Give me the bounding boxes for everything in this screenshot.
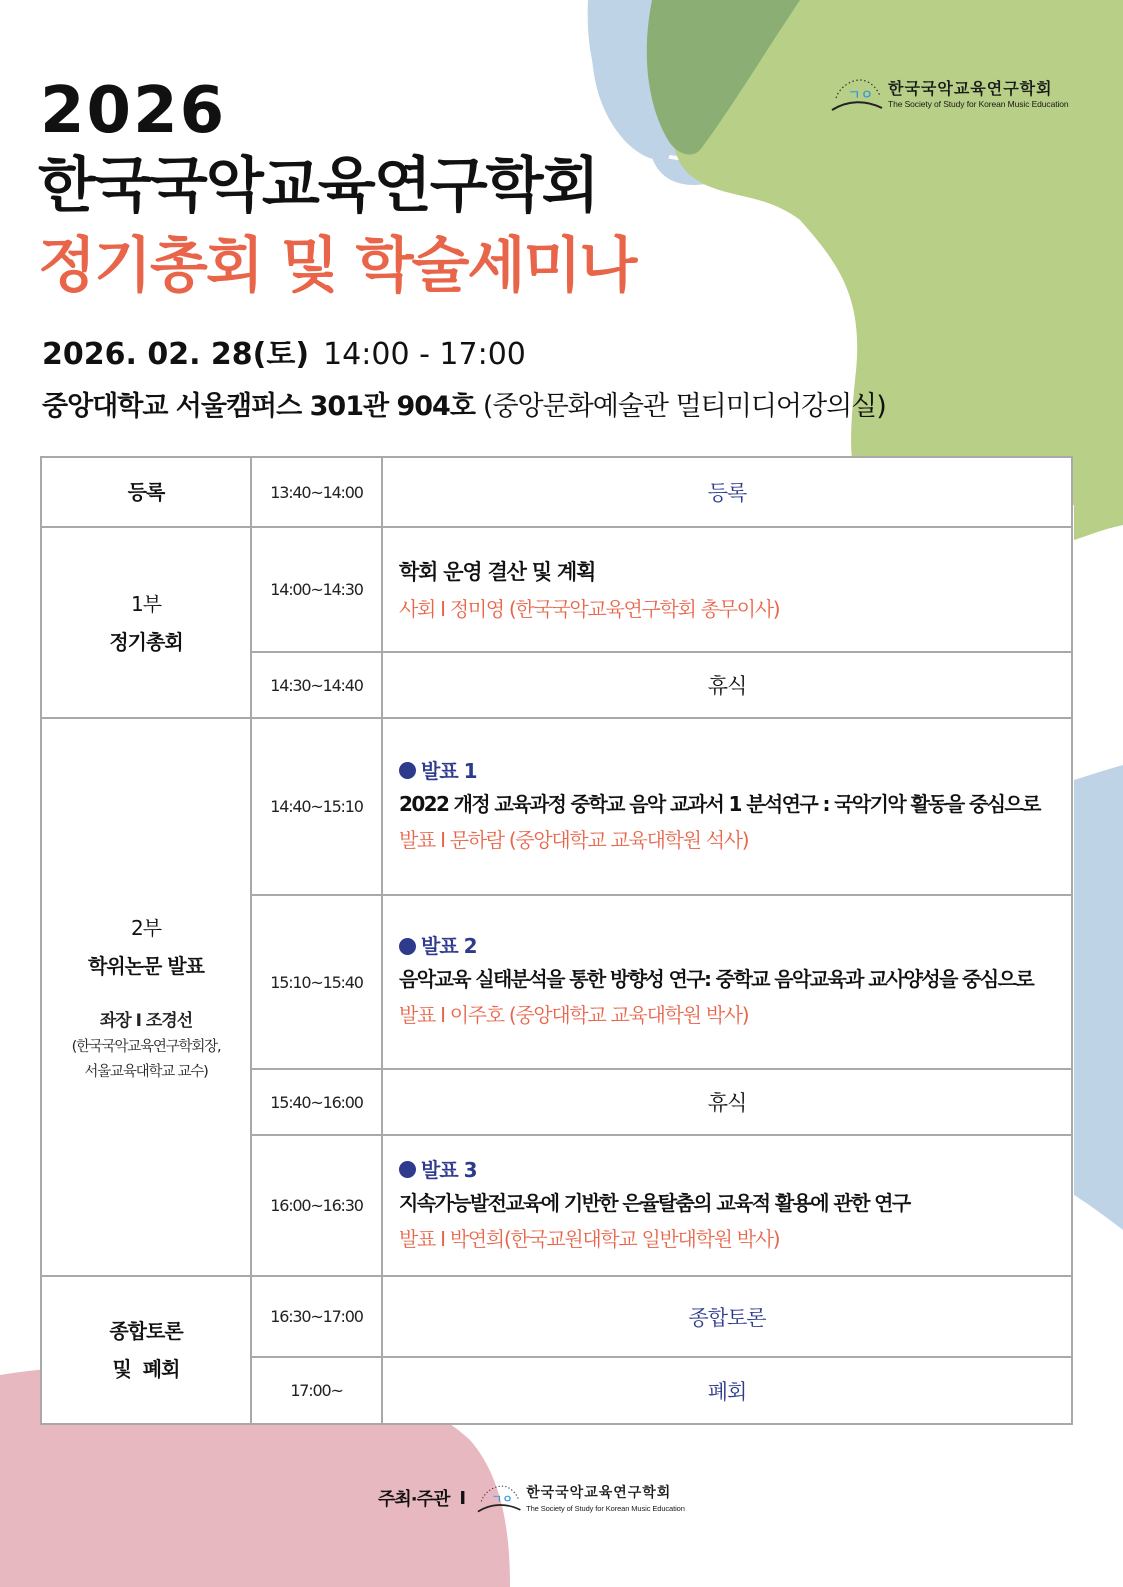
schedule-table [40,456,1073,1425]
break-cell: 휴식 [382,1069,1072,1135]
content-registration: 등록 [382,457,1072,527]
footer-logo [526,1483,685,1514]
bullet-dot-icon [399,1161,416,1178]
presentation-label: 발표 2 [421,934,477,958]
logo-name-en: The Society of Study for Korean Music Education [526,1503,685,1513]
chair-affiliation-2: 서울교육대학교 교수) [84,1064,208,1080]
presentation-label: 발표 1 [421,758,477,783]
section-closing-line1: 종합토론 [109,1319,183,1343]
section-closing-line2: 및 폐회 [112,1357,180,1381]
event-datetime [42,335,526,375]
footer-host [378,1481,685,1515]
content-discussion: 종합토론 [382,1276,1072,1357]
event-time: 14:00 - 17:00 [323,337,526,372]
svg-text:ㄱㅇ: ㄱㅇ [491,1493,513,1506]
time-cell: 17:00~ [251,1357,382,1424]
title-organization: 한국국악교육연구학회 [38,151,598,221]
venue-sub: (중앙문화예술관 멀티미디어강의실) [482,391,886,422]
presentation-cell [382,1135,1072,1276]
logo-name-kr: 한국국악교육연구학회 [888,78,1053,98]
time-cell: 15:10~15:40 [251,895,382,1069]
section-part2 [41,718,251,1276]
bullet-dot-icon [399,938,416,955]
content-closing: 폐회 [382,1357,1072,1424]
footer-label: 주최·주관 [378,1489,450,1510]
section-part1-number: 1부 [130,591,162,616]
break-cell: 휴식 [382,652,1072,718]
time-cell: 14:30~14:40 [251,652,382,718]
time-cell: 16:30~17:00 [251,1276,382,1357]
presentation-speaker: 발표 I 박연희(한국교원대학교 일반대학원 박사) [399,1226,780,1251]
time-cell: 15:40~16:00 [251,1069,382,1135]
table-row [41,1276,1072,1357]
logo-name-kr: 한국국악교육연구학회 [526,1484,672,1501]
item-title: 학회 운영 결산 및 계획 [399,559,596,584]
section-part2-number: 2부 [130,916,162,940]
presentation-cell [382,718,1072,895]
presentation-cell [382,895,1072,1069]
presentation-title: 2022 개정 교육과정 중학교 음악 교과서 1 분석연구 : 국악기악 활동을 중심으로 [399,791,1040,816]
chair: 좌장 I 조경선 [99,1011,193,1031]
section-part2-title: 학위논문 발표 [88,954,204,978]
table-row-registration [41,457,1072,527]
chair-affiliation-1: (한국국악교육연구학회장, [71,1039,221,1055]
table-row [41,527,1072,652]
presentation-speaker: 발표 I 이주호 (중앙대학교 교육대학원 박사) [399,1003,749,1027]
venue-main: 중앙대학교 서울캠퍼스 301관 904호 [42,391,475,422]
section-closing [41,1276,251,1424]
time-cell: 14:00~14:30 [251,527,382,652]
society-emblem-icon [830,74,886,114]
item-speaker: 사회 I 정미영 (한국국악교육연구학회 총무이사) [399,596,780,621]
bullet-dot-icon [399,762,416,779]
section-part1-title: 정기총회 [109,629,183,654]
event-date: 2026. 02. 28(토) [42,337,310,372]
section-registration: 등록 [41,457,251,527]
time-cell: 16:00~16:30 [251,1135,382,1276]
presentation-title: 음악교육 실태분석을 통한 방향성 연구: 중학교 음악교육과 교사양성을 중심으로 [399,967,1034,991]
event-venue [42,388,886,426]
table-row [41,718,1072,895]
society-logo [830,74,1069,114]
presentation-title: 지속가능발전교육에 기반한 은율탈춤의 교육적 활용에 관한 연구 [399,1190,910,1215]
presentation-speaker: 발표 I 문하람 (중앙대학교 교육대학원 석사) [399,827,749,852]
time-cell: 13:40~14:00 [251,457,382,527]
society-emblem-icon [476,1481,524,1515]
section-part1 [41,527,251,718]
svg-text:ㄱㅇ: ㄱㅇ [848,87,874,102]
title-year: 2026 [40,74,227,148]
content-cell [382,527,1072,652]
time-cell: 14:40~15:10 [251,718,382,895]
presentation-label: 발표 3 [421,1157,477,1182]
footer-separator: I [459,1487,467,1509]
title-event: 정기총회 및 학술세미나 [38,231,636,301]
logo-name-en: The Society of Study for Korean Music Education [888,98,1069,109]
